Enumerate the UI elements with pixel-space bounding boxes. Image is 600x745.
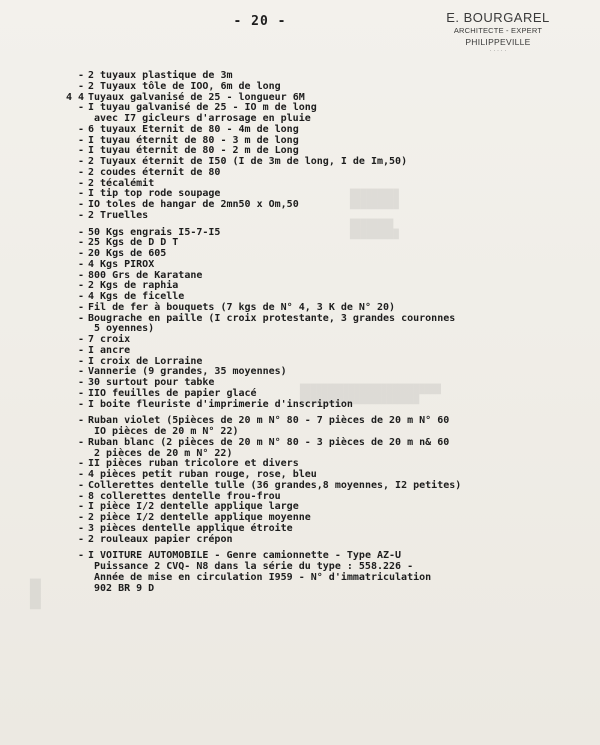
list-item-text: 2 pièce I/2 dentelle applique moyenne [88, 512, 311, 523]
list-bullet: - [77, 355, 84, 367]
list-item-text: Tuyaux galvanisé de 25 - longueur 6M [88, 91, 305, 103]
list-bullet: - [77, 458, 84, 470]
list-item-text: Ruban violet (5pièces de 20 m N° 80 - 7 pièces de 20 m N° 60 [88, 415, 450, 427]
list-bullet: - [77, 301, 84, 313]
list-item-text: Collerettes dentelle tulle (36 grandes,8 moyennes, I2 petites) [88, 479, 462, 491]
list-item-text: Puissance 2 CVQ- N8 dans la série du type : 558.226 - [94, 561, 414, 572]
list-bullet: - [77, 436, 84, 448]
list-bullet: - [77, 188, 84, 200]
list-item-text: 7 croix [88, 334, 131, 345]
page-number: - 20 - [233, 14, 287, 29]
list-bullet: - [77, 366, 84, 378]
list-item-text: 50 Kgs engrais I5-7-I5 [88, 226, 221, 238]
list-item-text: I VOITURE AUTOMOBILE - Genre camionnette - Type AZ-U [88, 550, 402, 562]
list-bullet: - [77, 237, 84, 249]
list-item-text: 20 Kgs de 605 [88, 248, 167, 259]
list-bullet: - [77, 156, 84, 167]
list-item-continuation [60, 573, 540, 584]
list-bullet: - [77, 280, 84, 292]
list-item-text: IO toles de hangar de 2mn50 x Om,50 [88, 199, 299, 210]
list-bullet: - [77, 199, 84, 210]
list-item-continuation [60, 324, 540, 335]
list-bullet: - [77, 377, 84, 388]
list-item [60, 346, 540, 357]
stamp-name: E. BOURGAREL [446, 10, 550, 25]
list-item-text: 4 Kgs PIROX [88, 258, 155, 270]
list-bullet: - [77, 291, 84, 302]
list-bullet: - [77, 226, 84, 238]
list-bullet: - [77, 145, 84, 157]
list-item-text: 2 Truelles [88, 209, 149, 221]
list-bullet: - [77, 469, 84, 480]
list-bullet: - [77, 387, 84, 399]
stamp-smudge: · · · · · [489, 48, 507, 54]
list-item [60, 524, 540, 535]
list-bullet: - [77, 490, 84, 502]
list-item-text: 2 Kgs de raphia [88, 280, 179, 292]
list-item-text: avec I7 gicleurs d'arrosage en pluie [94, 113, 311, 124]
list-item [60, 303, 540, 314]
list-item-text: 6 tuyaux Eternit de 80 - 4m de long [88, 123, 299, 135]
list-item-text: I tuyau éternit de 80 - 2 m de Long [88, 145, 299, 157]
list-item-text: I croix de Lorraine [88, 355, 203, 367]
list-item-text: 2 técalémit [88, 177, 155, 189]
stamp-city: PHILIPPEVILLE [465, 37, 531, 47]
list-item-text: 2 pièces de 20 m N° 22) [94, 447, 233, 459]
list-bullet: - [77, 522, 84, 534]
list-item-text: 2 tuyaux plastique de 3m [88, 70, 233, 81]
list-item-text: I boite fleuriste d'imprimerie d'inscription [88, 398, 353, 410]
list-bullet: - [77, 479, 84, 491]
list-item [60, 400, 540, 411]
list-bullet: - [77, 102, 84, 114]
list-bullet: 4 4 [65, 91, 84, 103]
list-item [60, 125, 540, 136]
list-item-text: Ruban blanc (2 pièces de 20 m N° 80 - 3 pièces de 20 m n& 60 [88, 436, 450, 448]
list-bullet: - [77, 501, 84, 513]
list-bullet: - [77, 415, 84, 427]
list-item [60, 438, 540, 449]
list-bullet: - [77, 70, 84, 81]
list-item-text: 2 coudes éternit de 80 [88, 166, 221, 178]
list-item [60, 260, 540, 271]
list-item-text: I tuyau éternit de 80 - 3 m de long [88, 134, 299, 146]
list-item-text: I tip top rode soupage [88, 188, 221, 200]
reverse-side-bleed: ██████████████████████████ ██████████████████████ [300, 385, 441, 405]
list-bullet: - [77, 533, 84, 545]
reverse-side-bleed: █████████ █████████ ████████ █████████ [350, 190, 399, 240]
list-item-text: IO pièces de 20 m N° 22) [94, 426, 239, 437]
list-item-text: 2 Tuyaux éternit de I50 (I de 3m de long, I de Im,50) [88, 156, 408, 167]
stamp-title: ARCHITECTE - EXPERT [453, 26, 543, 35]
list-item-text: 3 pièces dentelle applique étroite [88, 522, 293, 534]
list-item-text: Bougrache en paille (I croix protestante, 3 grandes couronnes [88, 312, 456, 324]
list-item [60, 335, 540, 346]
list-item-text: Fil de fer à bouquets (7 kgs de N° 4, 3 K de N° 20) [88, 301, 396, 313]
reverse-side-bleed: ██ ██ ██ [30, 580, 41, 610]
list-item [60, 535, 540, 546]
list-bullet: - [77, 550, 84, 562]
list-item-text: I pièce I/2 dentelle applique large [88, 501, 299, 513]
list-item-text: 4 Kgs de ficelle [88, 291, 185, 302]
list-item-text: 2 rouleaux papier crépon [88, 533, 233, 545]
list-item-text: I ancre [88, 344, 131, 356]
list-bullet: - [77, 209, 84, 221]
list-item [60, 389, 540, 400]
list-item-text: 8 collerettes dentelle frou-frou [88, 490, 281, 502]
list-item-text: I tuyau galvanisé de 25 - IO m de long [88, 102, 317, 114]
list-bullet: - [77, 344, 84, 356]
list-bullet: - [77, 398, 84, 410]
list-item-text: 4 pièces petit ruban rouge, rose, bleu [88, 469, 317, 480]
list-item-text: 2 Tuyaux tôle de IOO, 6m de long [88, 80, 281, 92]
list-item-text: Année de mise en circulation I959 - N° d'immatriculation [94, 571, 432, 583]
inventory-list [60, 71, 540, 594]
list-bullet: - [77, 177, 84, 189]
list-bullet: - [77, 334, 84, 345]
list-bullet: - [77, 134, 84, 146]
list-item-text: Vannerie (9 grandes, 35 moyennes) [88, 366, 287, 378]
list-item-text: 5 oyennes) [94, 323, 155, 335]
list-item-text: IIO feuilles de papier glacé [88, 387, 257, 399]
list-bullet: - [77, 312, 84, 324]
list-item-text: 902 BR 9 D [94, 582, 155, 594]
list-bullet: - [77, 269, 84, 281]
list-bullet: - [77, 248, 84, 259]
list-bullet: - [77, 123, 84, 135]
list-bullet: - [77, 80, 84, 92]
list-bullet: - [77, 258, 84, 270]
list-item-text: II pièces ruban tricolore et divers [88, 458, 299, 470]
list-item-continuation [60, 584, 540, 595]
list-item [60, 168, 540, 179]
list-item [60, 481, 540, 492]
list-item-text: 25 Kgs de D D T [88, 237, 179, 249]
list-bullet: - [77, 512, 84, 523]
list-item-text: 30 surtout pour tabke [88, 377, 215, 388]
list-bullet: - [77, 166, 84, 178]
architect-stamp [438, 10, 558, 54]
list-item-text: 800 Grs de Karatane [88, 269, 203, 281]
list-item [60, 82, 540, 93]
list-item [60, 211, 540, 222]
